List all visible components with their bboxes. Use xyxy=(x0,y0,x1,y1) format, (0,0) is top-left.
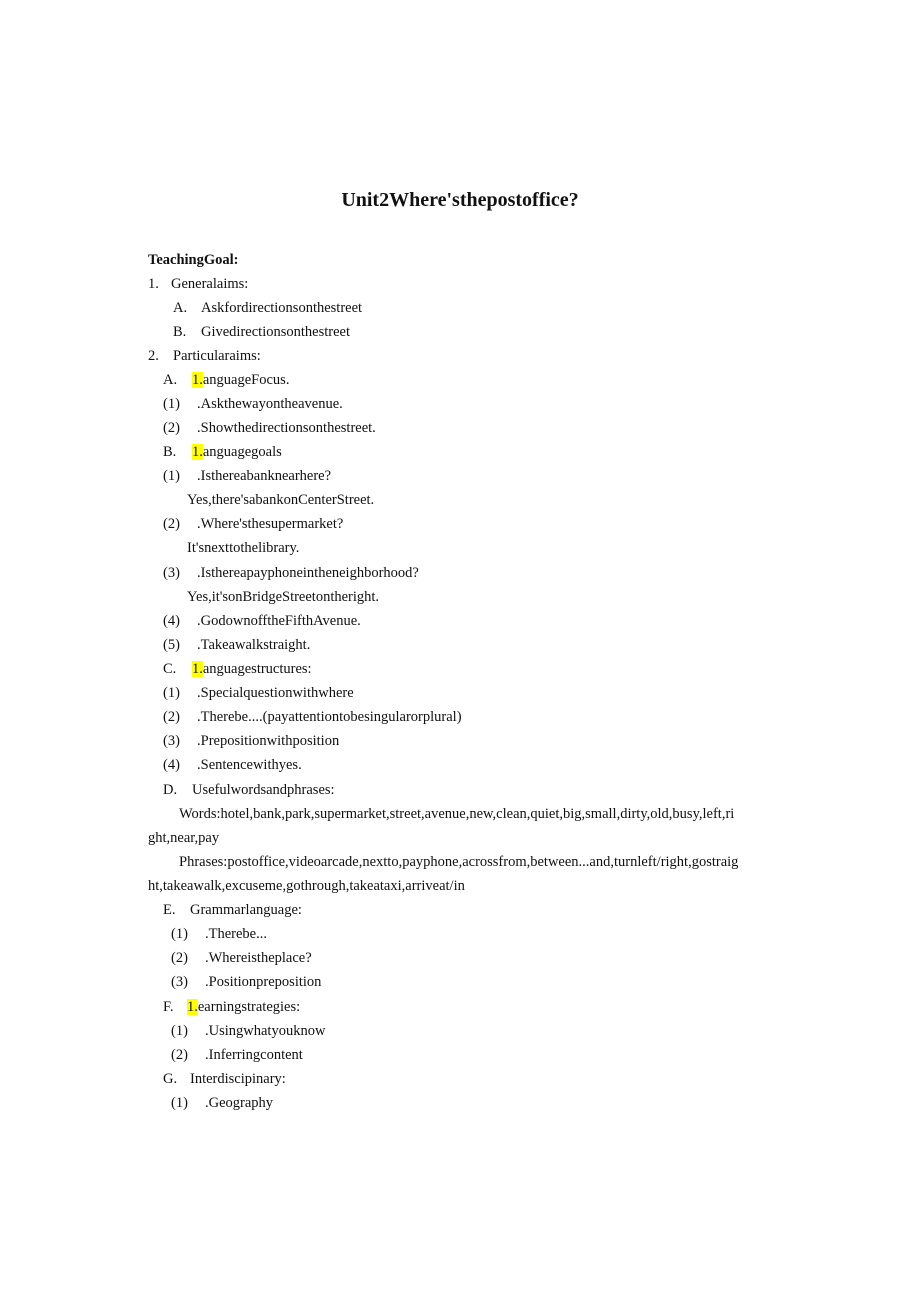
line-text: .Geography xyxy=(205,1095,274,1111)
list-marker: B. xyxy=(163,444,177,460)
list-marker: (1) xyxy=(163,468,180,484)
line-text: .Prepositionwithposition xyxy=(197,733,340,749)
line-text: .Takeawalkstraight. xyxy=(197,637,311,653)
text-line xyxy=(163,707,462,727)
list-marker: (3) xyxy=(171,974,188,990)
text-line xyxy=(171,948,312,968)
highlighted-text: 1. xyxy=(192,372,203,388)
line-text: Yes,it'sonBridgeStreetontheright. xyxy=(187,589,380,605)
line-text: .Positionpreposition xyxy=(205,974,322,990)
text-line xyxy=(163,418,376,438)
line-text: Givedirectionsonthestreet xyxy=(201,324,350,340)
line-text: anguagegoals xyxy=(202,444,282,460)
line-text: .Therebe... xyxy=(205,926,267,942)
list-marker: (1) xyxy=(171,1095,188,1111)
text-line xyxy=(171,1093,273,1113)
text-line xyxy=(173,322,350,342)
line-text: .Isthereapayphoneintheneighborhood? xyxy=(197,565,419,581)
text-line xyxy=(163,900,302,920)
list-marker: A. xyxy=(163,372,178,388)
text-line xyxy=(187,538,299,558)
line-text: Phrases:postoffice,videoarcade,nextto,payphone,acrossfrom,between...and,turnleft/right,gostraig xyxy=(179,854,739,870)
list-marker: (3) xyxy=(163,733,180,749)
list-marker: F. xyxy=(163,999,174,1015)
line-text: ht,takeawalk,excuseme,gothrough,takeataxi,arriveat/in xyxy=(148,878,465,894)
line-text: Interdiscipinary: xyxy=(190,1071,286,1087)
text-line xyxy=(163,731,339,751)
text-line xyxy=(163,755,302,775)
text-line xyxy=(179,852,738,872)
list-marker: (2) xyxy=(171,950,188,966)
line-text: .Sentencewithyes. xyxy=(197,757,302,773)
line-text: Askfordirectionsonthestreet xyxy=(201,300,363,316)
list-marker: A. xyxy=(173,300,188,316)
line-text: .Usingwhatyouknow xyxy=(205,1023,326,1039)
text-line xyxy=(163,997,300,1017)
text-line xyxy=(187,490,374,510)
text-line xyxy=(163,394,343,414)
list-marker: (1) xyxy=(171,926,188,942)
list-marker: (1) xyxy=(163,685,180,701)
text-line xyxy=(187,587,379,607)
line-text: .Where'sthesupermarket? xyxy=(197,516,344,532)
list-marker: (2) xyxy=(163,709,180,725)
list-marker: (4) xyxy=(163,613,180,629)
text-line xyxy=(148,274,248,294)
text-line xyxy=(148,346,261,366)
line-text: .GodownofftheFifthAvenue. xyxy=(197,613,361,629)
line-text: Yes,there'sabankonCenterStreet. xyxy=(187,492,375,508)
line-text: .Inferringcontent xyxy=(205,1047,303,1063)
text-line xyxy=(171,1021,325,1041)
list-marker: (4) xyxy=(163,757,180,773)
highlighted-text: 1. xyxy=(192,661,203,677)
list-marker: (2) xyxy=(163,516,180,532)
text-line xyxy=(179,804,734,824)
line-text: ght,near,pay xyxy=(148,830,220,846)
line-text: Words:hotel,bank,park,supermarket,street,avenue,new,clean,quiet,big,small,dirty,old,busy,left,ri xyxy=(179,806,735,822)
text-line xyxy=(148,828,219,848)
list-marker: D. xyxy=(163,782,178,798)
text-line xyxy=(171,924,267,944)
highlighted-text: 1. xyxy=(187,999,198,1015)
list-marker: (2) xyxy=(171,1047,188,1063)
line-text: Generalaims: xyxy=(171,276,249,292)
list-marker: (1) xyxy=(163,396,180,412)
list-marker: 1. xyxy=(148,276,159,292)
text-line xyxy=(163,635,310,655)
text-line xyxy=(163,611,361,631)
line-text: It'snexttothelibrary. xyxy=(187,540,300,556)
line-text: .Isthereabanknearhere? xyxy=(197,468,332,484)
text-line xyxy=(163,1069,286,1089)
text-line xyxy=(171,972,321,992)
line-text: .Whereistheplace? xyxy=(205,950,312,966)
text-line xyxy=(163,370,289,390)
line-text: anguagestructures: xyxy=(202,661,312,677)
text-line xyxy=(163,466,331,486)
line-text: Grammarlanguage: xyxy=(190,902,302,918)
line-text: Usefulwordsandphrases: xyxy=(192,782,335,798)
list-marker: G. xyxy=(163,1071,178,1087)
text-line xyxy=(163,563,419,583)
highlighted-text: 1. xyxy=(192,444,203,460)
page-title: Unit2Where'sthepostoffice? xyxy=(341,189,579,211)
line-text: TeachingGoal: xyxy=(148,252,239,268)
line-text: .Therebe....(payattentiontobesingularorplural) xyxy=(197,709,462,725)
line-text: .Showthedirectionsonthestreet. xyxy=(197,420,376,436)
text-line xyxy=(163,683,354,703)
list-marker: B. xyxy=(173,324,187,340)
line-text: .Specialquestionwithwhere xyxy=(197,685,354,701)
list-marker: 2. xyxy=(148,348,159,364)
list-marker: C. xyxy=(163,661,177,677)
list-marker: (5) xyxy=(163,637,180,653)
text-line xyxy=(148,876,465,896)
line-text: Particularaims: xyxy=(173,348,261,364)
text-line xyxy=(171,1045,303,1065)
list-marker: (3) xyxy=(163,565,180,581)
text-line xyxy=(173,298,362,318)
text-line xyxy=(163,780,335,800)
list-marker: E. xyxy=(163,902,176,918)
line-text: earningstrategies: xyxy=(197,999,301,1015)
line-text: .Askthewayontheavenue. xyxy=(197,396,343,412)
list-marker: (2) xyxy=(163,420,180,436)
text-line xyxy=(163,659,312,679)
text-line xyxy=(163,514,343,534)
text-line xyxy=(148,250,239,270)
line-text: anguageFocus. xyxy=(202,372,290,388)
list-marker: (1) xyxy=(171,1023,188,1039)
text-line xyxy=(163,442,282,462)
